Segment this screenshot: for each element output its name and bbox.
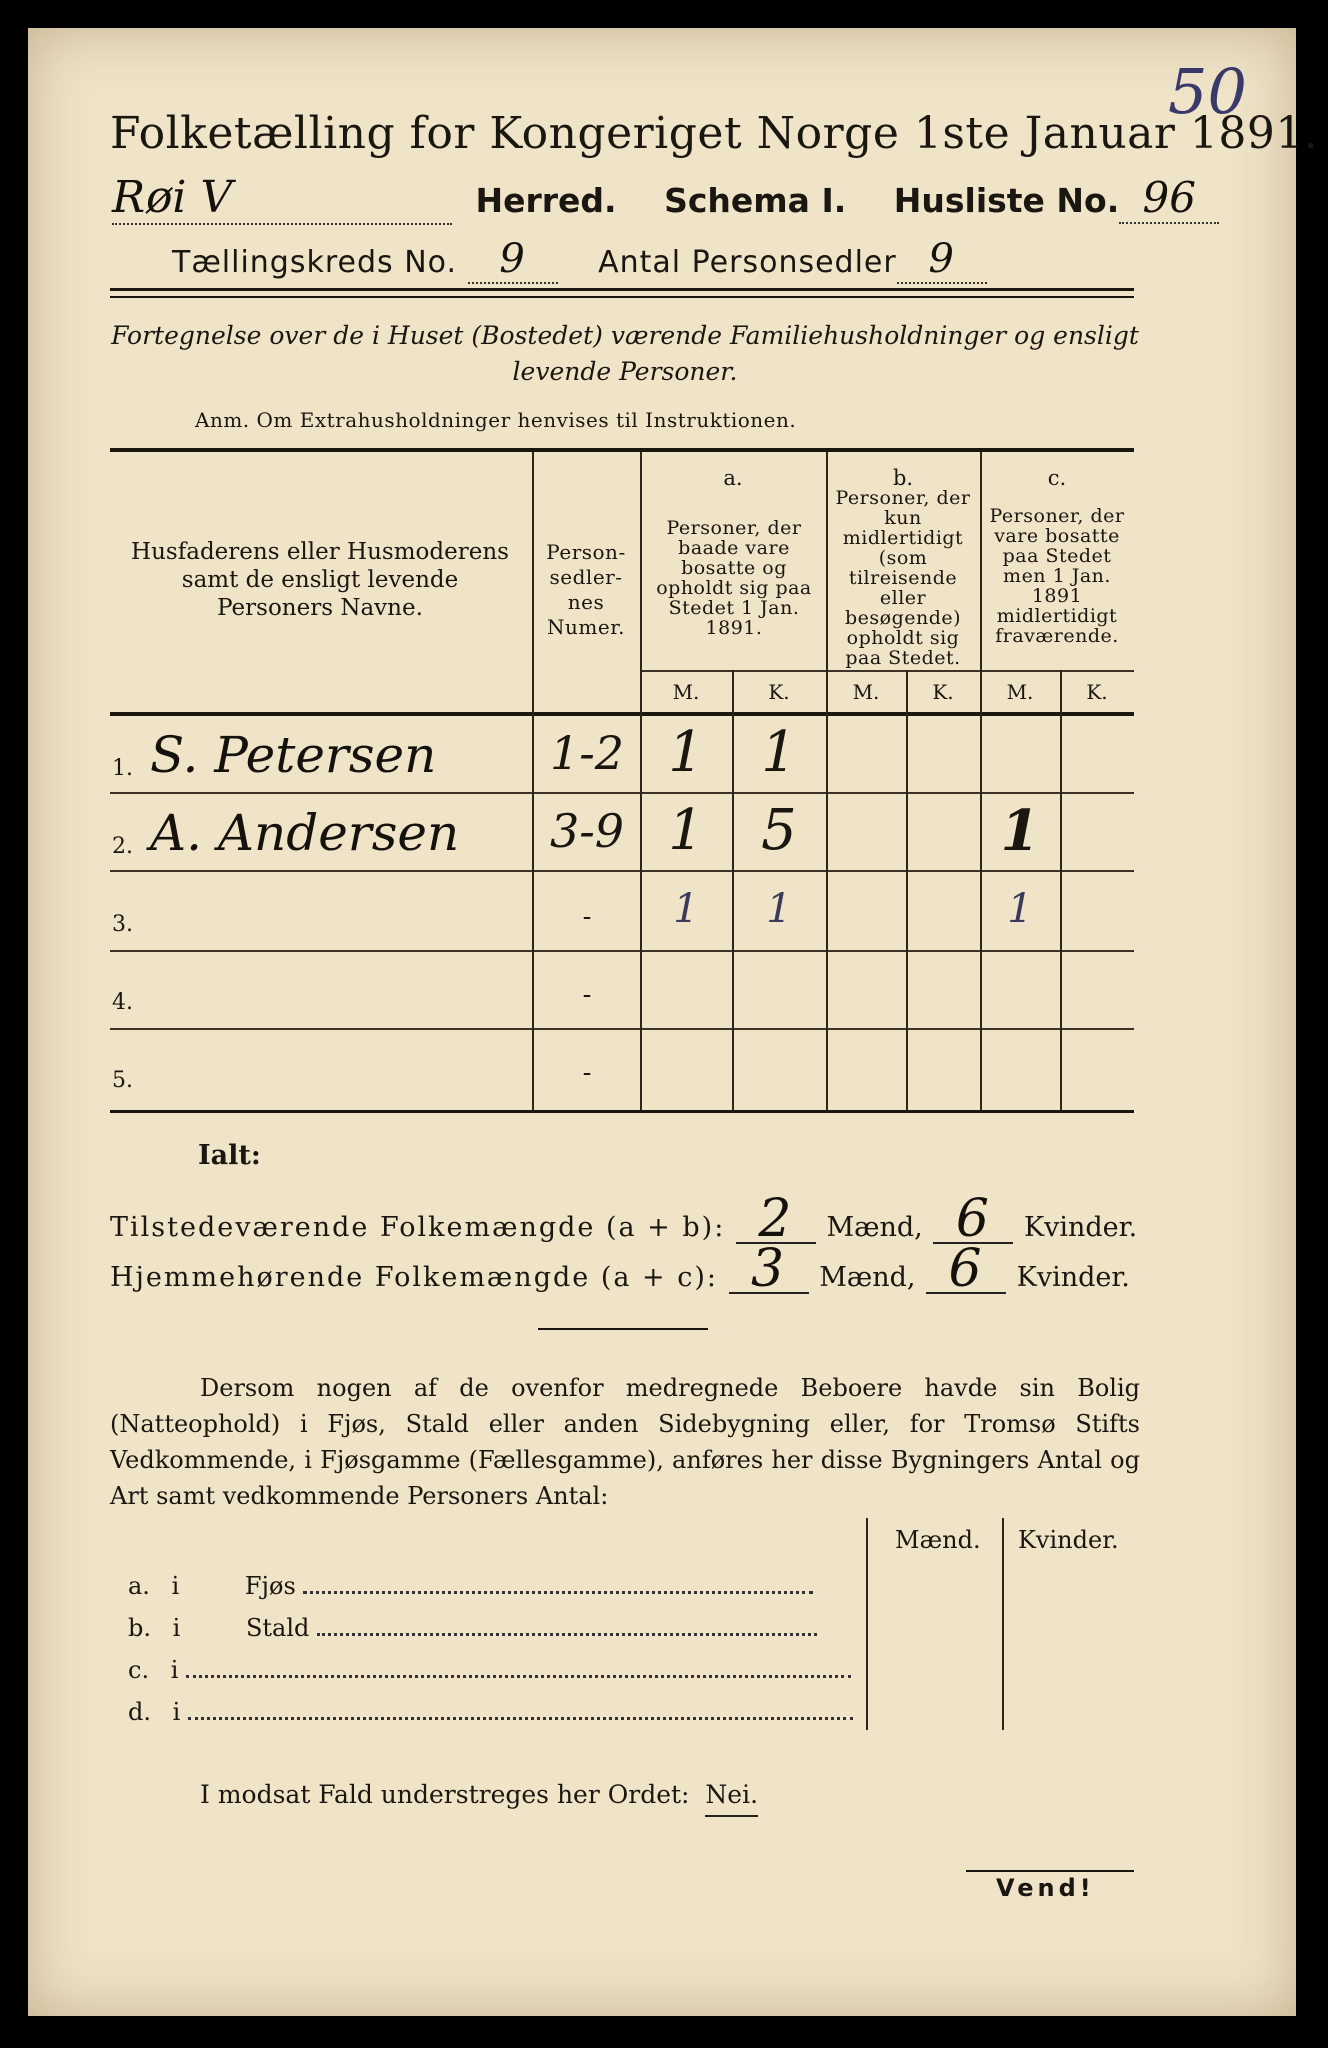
col-b-k: K. [932, 680, 954, 704]
header-line-herred [112, 172, 1219, 225]
totals-section [110, 1140, 1140, 1299]
personsedler-label: Antal Personsedler [598, 245, 897, 280]
cell-a-k: 1 [766, 886, 792, 932]
col-header-c-letter: c. [1047, 466, 1067, 490]
building-row-d [128, 1698, 853, 1726]
herred-value: Røi V [112, 172, 452, 225]
cell-c-m: 1 [1000, 798, 1040, 864]
vend-label: Vend! [996, 1874, 1095, 1902]
building-row-a [128, 1572, 813, 1600]
header-line-kreds [172, 236, 987, 284]
header-rule-thin [110, 296, 1134, 298]
cell-a-k: 5 [761, 798, 797, 863]
col-header-c: Personer, der vare bosatte paa Stedet men 1 Jan. 1891 midlertidigt fraværende. [989, 505, 1125, 647]
section-divider [538, 1328, 708, 1330]
col-header-b-letter: b. [892, 466, 914, 490]
personsedler-numer: 1-2 [549, 726, 625, 780]
personsedler-numer: - [582, 902, 592, 932]
tilstede-maend-value: 2 [736, 1196, 816, 1244]
col-c-k: K. [1086, 680, 1108, 704]
building-row-c [128, 1656, 851, 1684]
building-i: i [170, 1656, 179, 1684]
building-letter: d. [128, 1698, 151, 1726]
hjemme-row [110, 1239, 1130, 1299]
hjemme-maend-value: 3 [729, 1246, 809, 1294]
buildings-kvinder-header: Kvinder. [1018, 1526, 1119, 1554]
cell-a-m: 1 [668, 720, 704, 785]
buildings-maend-header: Mænd. [895, 1526, 981, 1554]
building-letter: b. [128, 1614, 151, 1642]
col-header-names: Husfaderens eller Husmoderens samt de ensligt levende Personers Navne. [131, 539, 509, 621]
modsat-text: I modsat Fald understreges her Ordet: [200, 1780, 690, 1809]
modsat-line [200, 1780, 758, 1809]
husliste-label: Husliste No. [893, 181, 1120, 220]
building-i: i [172, 1698, 181, 1726]
outbuilding-paragraph-text: Dersom nogen af de ovenfor medregnede Beboere havde sin Bolig (Natteophold) i Fjøs, Stald eller anden Sidebygning eller, for Tromsø Stifts Vedkommende, i Fjøsgamme (Fællesgamme), anføres her disse Bygningers Antal og Art samt vedkommende Personers Antal: [110, 1374, 1140, 1510]
hjemme-kvinder-label: Kvinder. [1016, 1262, 1130, 1293]
herred-label: Herred. [475, 181, 617, 220]
household-table [110, 448, 1134, 1114]
building-i: i [172, 1614, 181, 1642]
col-a-m: M. [672, 680, 700, 704]
buildings-section [110, 1512, 1140, 1732]
col-header-a: Personer, der baade vare bosatte og opholdt sig paa Stedet 1 Jan. 1891. [656, 517, 812, 639]
building-i: i [171, 1572, 180, 1600]
row-number: 2. [112, 834, 133, 859]
husliste-value: 96 [1119, 173, 1219, 224]
row-number: 4. [112, 990, 133, 1015]
tilstede-maend-label: Mænd, [826, 1212, 923, 1243]
cell-a-m: 1 [668, 798, 704, 863]
anm-note: Anm. Om Extrahusholdninger henvises til Instruktionen. [195, 408, 797, 432]
vend-rule [966, 1870, 1134, 1872]
schema-label: Schema I. [664, 181, 847, 220]
personsedler-value: 9 [897, 236, 987, 284]
row-number: 5. [112, 1068, 133, 1093]
page-number: 50 [1168, 55, 1247, 128]
tilstede-kvinder-label: Kvinder. [1023, 1212, 1138, 1243]
kreds-value: 9 [468, 236, 558, 284]
col-header-numer: Person-sedler-nes Numer. [546, 540, 626, 639]
building-letter: a. [128, 1572, 150, 1600]
cell-a-m: 1 [673, 886, 699, 932]
tilstede-row [110, 1189, 1138, 1249]
personsedler-numer: 3-9 [549, 804, 625, 858]
row-number: 3. [112, 912, 133, 937]
col-c-m: M. [1006, 680, 1034, 704]
personsedler-numer: - [582, 980, 592, 1010]
nei-word: Nei. [705, 1780, 758, 1817]
intro-text: Fortegnelse over de i Huset (Bostedet) værende Familiehusholdninger og ensligt levende Personer. [111, 321, 1139, 386]
household-name: A. Andersen [150, 804, 460, 862]
kreds-label: Tællingskreds No. [172, 245, 457, 280]
hjemme-maend-label: Mænd, [819, 1262, 916, 1293]
ialt-label: Ialt: [198, 1140, 261, 1171]
hjemme-kvinder-value: 6 [926, 1246, 1006, 1294]
building-label: Stald [245, 1614, 310, 1642]
personsedler-numer: - [582, 1058, 592, 1088]
household-name: S. Petersen [150, 726, 437, 784]
form-title: Folketælling for Kongeriget Norge 1ste Januar 1891. [110, 108, 1319, 159]
col-header-a-letter: a. [723, 466, 743, 490]
row-number: 1. [112, 756, 133, 781]
col-header-b: Personer, der kun midlertidigt (som tilreisende eller besøgende) opholdt sig paa Stedet. [835, 487, 971, 669]
building-row-b [128, 1614, 817, 1642]
col-b-m: M. [852, 680, 880, 704]
hjemme-label: Hjemmehørende Folkemængde (a + c): [110, 1262, 718, 1293]
cell-a-k: 1 [761, 720, 797, 785]
col-a-k: K. [768, 680, 790, 704]
outbuilding-paragraph [110, 1370, 1140, 1514]
cell-c-m: 1 [1007, 886, 1033, 932]
header-rule [110, 288, 1134, 291]
building-letter: c. [128, 1656, 150, 1684]
tilstede-label: Tilstedeværende Folkemængde (a + b): [110, 1212, 726, 1243]
building-label: Fjøs [244, 1572, 296, 1600]
tilstede-kvinder-value: 6 [933, 1196, 1013, 1244]
